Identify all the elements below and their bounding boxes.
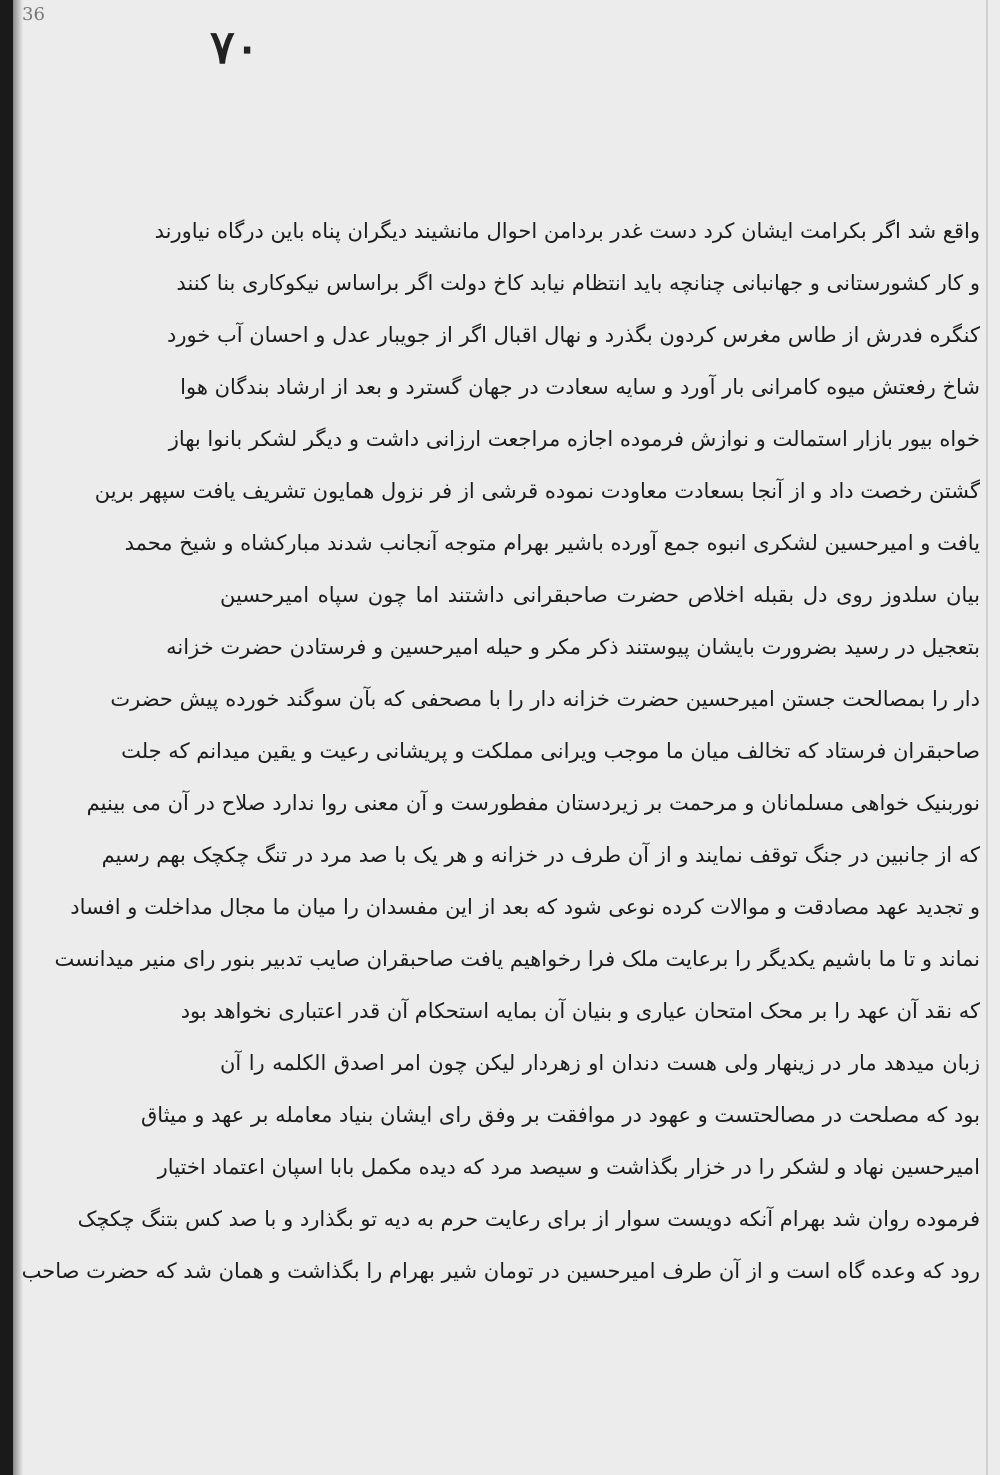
text-line: و تجدید عهد مصادقت و موالات کرده نوعی شود که بعد از این مفسدان را میان ما مجال مداخلت و افساد [70,895,980,919]
text-line: نوربنیک خواهی مسلمانان و مرحمت بر زیردستان مفطورست و آن معنی روا ندارد صلاح در آن می بینیم [86,791,980,815]
text-line: شاخ رفعتش میوه کامرانی بار آورد و سایه سعادت در جهان گسترد و بعد از ارشاد بندگان هوا [180,375,980,399]
corner-pencil-number: 36 [22,4,45,25]
text-line: امیرحسین نهاد و لشکر را در خزار بگذاشت و سیصد مرد که دیده مکمل بابا اسپان اعتماد اختیار [157,1155,980,1179]
text-line: فرموده روان شد بهرام آنکه دویست سوار از برای رعایت حرم به دیه تو بگذارد و با صد کس بتنگ چکچک [77,1207,980,1231]
text-line: صاحبقران فرستاد که تخالف میان ما موجب ویرانی مملکت و پریشانی رعیت و یقین میدانم که جلت [121,739,980,763]
text-line: که نقد آن عهد را بر محک امتحان عیاری و بنیان آن بمایه استحکام آن قدر اعتباری نخواهد بود [180,999,980,1023]
text-line: بود که مصلحت در مصالحتست و عهود در موافقت بر وفق رای ایشان بنیاد معامله بر عهد و میثاق [141,1103,980,1127]
text-line: بتعجیل در رسید بضرورت بایشان پیوستند ذکر مکر و حیله امیرحسین و فرستادن حضرت خزانه [166,635,980,659]
page-right-edge [986,0,988,1475]
text-line: بیان سلدوز روی دل بقبله اخلاص حضرت صاحبقرانی داشتند اما چون سپاه امیرحسین [220,583,980,607]
folio-number: ۷۰ [210,20,260,74]
text-line: و کار کشورستانی و جهانبانی چنانچه باید انتظام نیابد کاخ دولت اگر براساس نیکوکاری بنا کنند [176,271,980,295]
verse-line: زبان میدهد مار در زینهار ولی هست دندان او زهردار لیکن چون امر اصدق الکلمه را آن [220,1051,980,1075]
text-line: رود که وعده گاه است و از آن طرف امیرحسین در تومان شیر بهرام را بگذاشت و همان شد که حضرت صاحب [21,1259,980,1283]
text-line: واقع شد اگر بکرامت ایشان کرد دست غدر بردامن احوال مانشیند دیگران پناه باین درگاه نیاورند [154,219,980,243]
manuscript-text-block [21,205,980,1297]
text-line: دار را بمصالحت جستن امیرحسین حضرت خزانه دار را با مصحفی که بآن سوگند خورده پیش حضرت [110,687,980,711]
text-line: کنگره فدرش از طاس مغرس کردون بگذرد و نهال اقبال اگر از جویبار عدل و احسان آب خورد [166,323,980,347]
scan-edge [0,0,13,1475]
text-line: خواه بیور بازار استمالت و نوازش فرموده اجازه مراجعت ارزانی داشت و دیگر لشکر بانوا بهاز [168,427,980,451]
text-line: نماند و تا ما باشیم یکدیگر را برعایت ملک فرا رخواهیم یافت صاحبقران صایب تدبیر بنور رای منیر میدانست [54,947,980,971]
text-line: که از جانبین در جنگ توقف نمایند و از آن طرف در خزانه و هر یک با صد مرد در تنگ چکچک بهم رسیم [101,843,980,867]
text-line: یافت و امیرحسین لشکری انبوه جمع آورده باشیر بهرام متوجه آنجانب شدند مبارکشاه و شیخ محمد [124,531,980,555]
text-line: گشتن رخصت داد و از آنجا بسعادت معاودت نموده قرشی از فر نزول همایون تشریف یافت سپهر برین [94,479,980,503]
